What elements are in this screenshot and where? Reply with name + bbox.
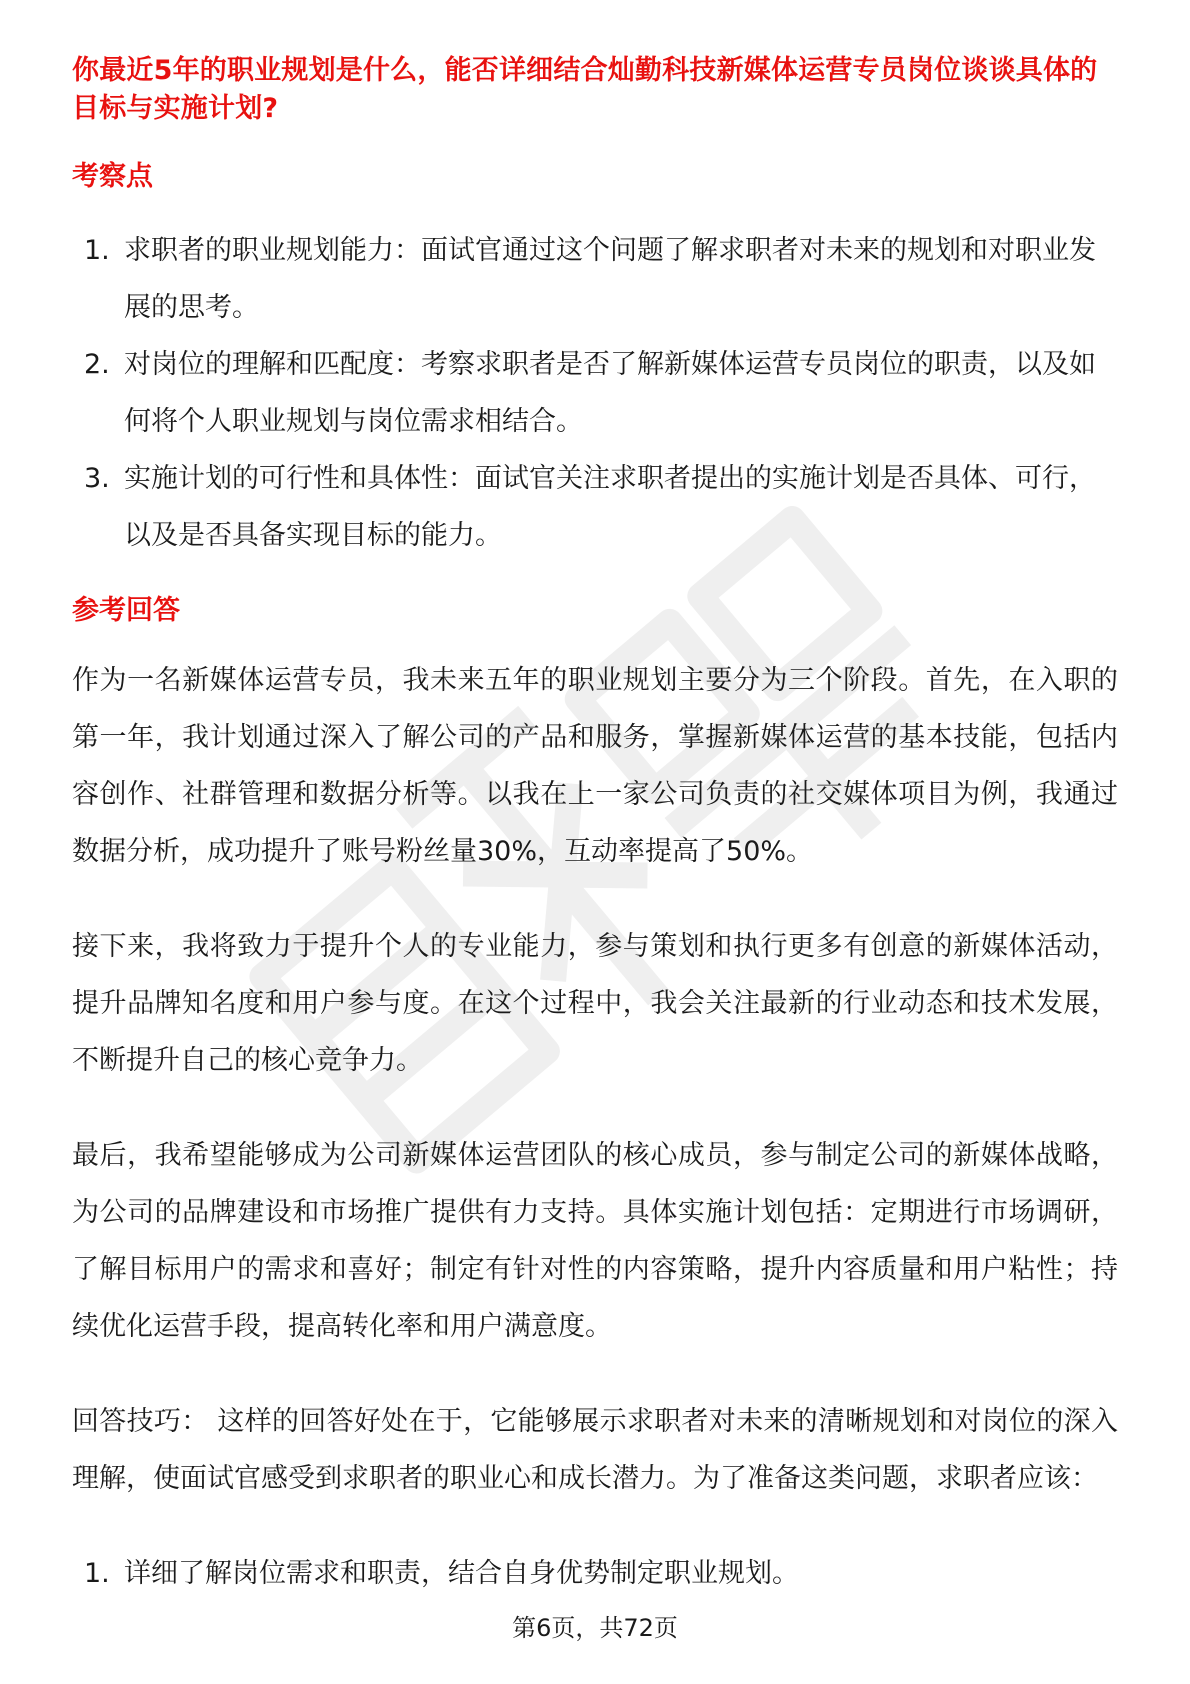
list-item <box>72 222 1118 336</box>
tips-list <box>72 1545 1118 1602</box>
list-item-number: 3. <box>84 463 110 494</box>
list-item <box>72 450 1118 564</box>
answer-tips-paragraph: 回答技巧： 这样的回答好处在于，它能够展示求职者对未来的清晰规划和对岗位的深入理解，使面试官感受到求职者的职业心和成长潜力。为了准备这类问题，求职者应该： <box>72 1406 1118 1494</box>
list-item-number: 1. <box>84 235 110 266</box>
answer-paragraph: 作为一名新媒体运营专员，我未来五年的职业规划主要分为三个阶段。首先，在入职的第一年，我计划通过深入了解公司的产品和服务，掌握新媒体运营的基本技能，包括内容创作、社群管理和数据分析等。以我在上一家公司负责的社交媒体项目为例，我通过数据分析，成功提升了账号粉丝量30%，互动率提高了50%。 <box>72 665 1118 867</box>
list-item-text: 对岗位的理解和匹配度：考察求职者是否了解新媒体运营专员岗位的职责，以及如何将个人职业规划与岗位需求相结合。 <box>124 349 1096 437</box>
list-item-text: 求职者的职业规划能力：面试官通过这个问题了解求职者对未来的规划和对职业发展的思考。 <box>124 235 1096 323</box>
list-item <box>72 1545 1118 1602</box>
answer-paragraph: 最后，我希望能够成为公司新媒体运营团队的核心成员，参与制定公司的新媒体战略，为公司的品牌建设和市场推广提供有力支持。具体实施计划包括：定期进行市场调研，了解目标用户的需求和喜好；制定有针对性的内容策略，提升内容质量和用户粘性；持续优化运营手段，提高转化率和用户满意度。 <box>72 1140 1118 1342</box>
section-title-points: 考察点 <box>72 161 153 192</box>
main-content <box>72 52 1118 1602</box>
list-item-text: 详细了解岗位需求和职责，结合自身优势制定职业规划。 <box>124 1558 799 1589</box>
section-title-answer: 参考回答 <box>72 595 180 626</box>
list-item-number: 2. <box>84 349 110 380</box>
page-footer: 第6页，共72页 <box>512 1614 678 1642</box>
list-item-number: 1. <box>84 1558 110 1589</box>
question-heading: 你最近5年的职业规划是什么，能否详细结合灿勤科技新媒体运营专员岗位谈谈具体的目标与实施计划? <box>72 55 1098 124</box>
list-item <box>72 336 1118 450</box>
list-item-text: 实施计划的可行性和具体性：面试官关注求职者提出的实施计划是否具体、可行，以及是否具备实现目标的能力。 <box>124 463 1096 551</box>
answer-paragraph: 接下来，我将致力于提升个人的专业能力，参与策划和执行更多有创意的新媒体活动，提升品牌知名度和用户参与度。在这个过程中，我会关注最新的行业动态和技术发展，不断提升自己的核心竞争力。 <box>72 931 1118 1076</box>
points-list <box>72 222 1118 564</box>
